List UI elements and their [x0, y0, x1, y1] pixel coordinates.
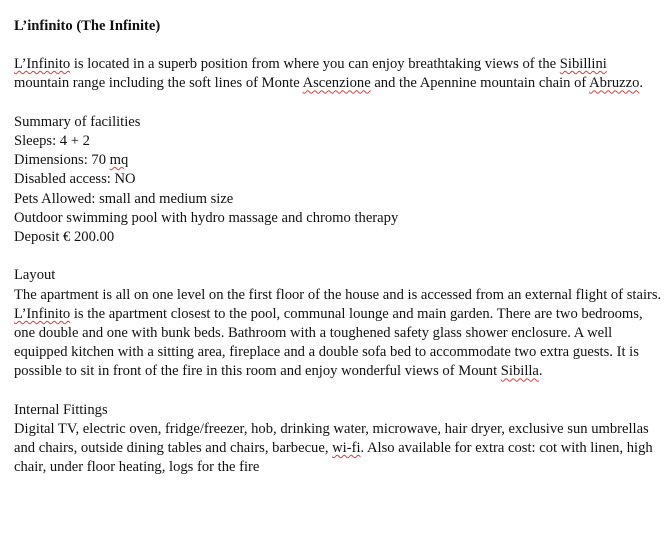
- facility-sleeps: Sleeps: 4 + 2: [14, 133, 90, 149]
- spellcheck-word: L’Infinito: [14, 56, 71, 73]
- facilities-heading: Summary of facilities: [14, 113, 141, 130]
- document-title: L’infinito (The Infinite): [14, 18, 161, 34]
- facility-dimensions: Dimensions: 70 mq: [14, 152, 129, 169]
- fittings-paragraph: Digital TV, electric oven, fridge/freezer, hob, drinking water, microwave, hair dryer, exclusive sun umbrellas and chairs, outside dining tables and chairs, barbecue, wi-fi. Also available for extra cost: cot with linen, high chair, under floor heating, logs for the fire: [14, 421, 653, 476]
- document-body: [14, 17, 664, 478]
- spellcheck-word: mq: [109, 152, 129, 169]
- spellcheck-word: Sibilla: [500, 363, 539, 380]
- facility-pool: Outdoor swimming pool with hydro massage and chromo therapy: [14, 209, 399, 226]
- facility-deposit: Deposit € 200.00: [14, 229, 115, 246]
- spellcheck-word: wi-fi: [332, 440, 361, 457]
- layout-section: [14, 266, 664, 381]
- layout-paragraph: The apartment is all on one level on the first floor of the house and is accessed from an external flight of stairs. L’Infinito is the apartment closest to the pool, communal lounge and main garden. There are two bedrooms, one double and one with bunk beds. Bathroom with a toughened safety glass shower enclosure. A well equipped kitchen with a sitting area, fireplace and a double sofa bed to accommodate two extra guests. It is possible to sit in front of the fire in this room and enjoy wonderful views of Mount Sibilla.: [14, 286, 662, 380]
- spellcheck-word: Ascenzione: [302, 75, 371, 92]
- spellcheck-word: L’Infinito: [14, 305, 71, 322]
- intro-paragraph: L’Infinito is located in a superb position from where you can enjoy breathtaking views of the Sibillini mountain range including the soft lines of Monte Ascenzione and the Apennine mountain chain of Abruzzo.: [14, 56, 644, 92]
- spellcheck-word: Sibillini: [559, 56, 607, 73]
- layout-heading: Layout: [14, 267, 56, 284]
- fittings-heading: Internal Fittings: [14, 401, 108, 418]
- facilities-section: [14, 113, 664, 247]
- facility-pets: Pets Allowed: small and medium size: [14, 190, 234, 207]
- spellcheck-word: Abruzzo: [589, 75, 640, 92]
- fittings-section: [14, 401, 664, 478]
- facility-disabled-access: Disabled access: NO: [14, 171, 136, 188]
